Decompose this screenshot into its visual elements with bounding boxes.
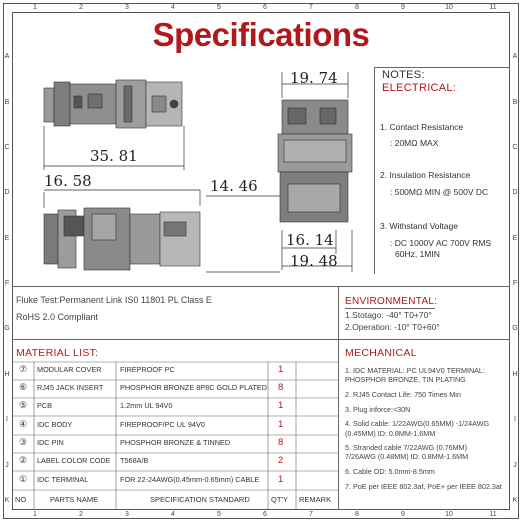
col-header-parts: PARTS NAME (50, 495, 99, 504)
row-number: ⑦ (18, 364, 28, 374)
ruler-letter: G (512, 325, 518, 332)
mechanical-line: 5. Stranded cable 7/22AWG (0.76MM) (345, 443, 467, 453)
dim-depth-top: 16. 58 (44, 172, 92, 190)
divider-vertical (338, 287, 339, 510)
quantity: 1 (278, 364, 284, 375)
ruler-number: 11 (489, 511, 497, 518)
ruler-letter: K (512, 497, 518, 504)
ruler-number: 2 (79, 511, 83, 518)
withstand-voltage-value: : DC 1000V AC 700V RMS (390, 238, 492, 248)
part-name: IDC PIN (37, 438, 64, 447)
quantity: 8 (278, 382, 284, 393)
ruler-letter: J (5, 462, 9, 469)
ruler-number: 10 (445, 511, 453, 518)
spec-standard: PHOSPHOR BRONZE 8P8C GOLD PLATED (120, 383, 268, 392)
mechanical-line: 1. IDC MATERIAL: PC UL94V0 TERMINAL: (345, 366, 485, 375)
compliance-text (16, 293, 212, 324)
ruler-number: 3 (125, 4, 129, 11)
spec-standard: T568A/B (120, 456, 149, 465)
spec-standard: FIREPROOF PC (120, 365, 175, 374)
ruler-letter: K (4, 497, 10, 504)
contact-resistance-heading: 1. Contact Resistance (380, 122, 464, 132)
mechanical-line: 4. Solid cable: 1/22AWG(0.65MM) -1/24AWG (345, 419, 490, 429)
mechanical-line: 6. Cable OD: 5.0mm-8.5mm (345, 467, 435, 477)
part-name: IDC TERMINAL (37, 475, 89, 484)
ruler-letter: B (4, 99, 10, 106)
ruler-number: 1 (33, 4, 37, 11)
ruler-number: 1 (33, 511, 37, 518)
spec-standard: 1.2mm UL 94V0 (120, 401, 173, 410)
row-number: ② (18, 455, 28, 465)
dim-length: 35. 81 (90, 147, 138, 165)
ruler-number: 4 (171, 511, 175, 518)
ruler-number: 9 (401, 511, 405, 518)
ruler-number: 5 (217, 511, 221, 518)
row-number: ④ (18, 419, 28, 429)
mechanical-line: 2. RJ45 Contact Life: 750 Times Min (345, 389, 461, 399)
ruler-letter: C (4, 144, 10, 151)
ruler-letter: F (4, 280, 10, 287)
mechanical-line: 3. Plug inforce:<30N (345, 404, 411, 414)
ruler-number: 11 (489, 4, 497, 11)
ruler-number: 10 (445, 4, 453, 11)
ruler-number: 9 (401, 4, 405, 11)
electrical-heading: ELECTRICAL: (382, 82, 457, 94)
environmental-underline (345, 308, 435, 309)
quantity: 2 (278, 455, 284, 466)
contact-resistance-value: : 20MΩ MAX (390, 138, 439, 148)
notes-title: NOTES: (382, 69, 425, 81)
ruler-letter: A (512, 53, 518, 60)
dim-width-bottom: 19. 48 (290, 252, 338, 270)
mechanical-line: PHOSPHOR BRONZE, TIN PLATING (345, 375, 466, 385)
ruler-letter: G (4, 325, 10, 332)
quantity: 1 (278, 474, 284, 485)
quantity: 8 (278, 437, 284, 448)
row-number: ⑥ (18, 382, 28, 392)
part-name: IDC BODY (37, 420, 73, 429)
dim-width-mid: 16. 14 (286, 231, 334, 249)
quantity: 1 (278, 419, 284, 430)
part-name: RJ45 JACK INSERT (37, 383, 104, 392)
ruler-letter: E (4, 235, 10, 242)
mechanical-heading: MECHANICAL (345, 347, 417, 359)
col-header-remark: REMARK (299, 495, 332, 504)
ruler-number: 3 (125, 511, 129, 518)
ruler-number: 6 (263, 4, 267, 11)
divider-lower (12, 339, 510, 340)
ruler-letter: D (4, 189, 10, 196)
withstand-voltage-heading: 3. Withstand Voltage (380, 221, 458, 231)
spec-standard: PHOSPHOR BRONZE & TINNED (120, 438, 231, 447)
divider-upper (12, 286, 510, 287)
quantity: 1 (278, 400, 284, 411)
ruler-number: 8 (355, 4, 359, 11)
part-name: LABEL COLOR CODE (37, 456, 111, 465)
storage-temp: 1.Stotago: -40° T0+70° (345, 310, 432, 320)
page-title: Specifications (152, 16, 370, 53)
ruler-number: 6 (263, 511, 267, 518)
ruler-number: 5 (217, 4, 221, 11)
insulation-resistance-value: : 500MΩ MIN @ 500V DC (390, 187, 489, 197)
ruler-number: 7 (309, 511, 313, 518)
ruler-number: 4 (171, 4, 175, 11)
col-header-qty: QT'Y (271, 495, 288, 504)
ruler-letter: B (512, 99, 518, 106)
part-name: MODULAR COVER (37, 365, 102, 374)
insulation-resistance-heading: 2. Insulation Resistance (380, 170, 471, 180)
ruler-letter: E (512, 235, 518, 242)
ruler-letter: J (513, 462, 517, 469)
rohs-line: RoHS 2.0 Compliant (16, 312, 99, 322)
operation-temp: 2.Operation: -10° T0+60° (345, 322, 440, 332)
ruler-number: 8 (355, 511, 359, 518)
mechanical-line: 7/26AWG (0.48MM) ID: 0.8MM-1.6MM (345, 452, 469, 462)
ruler-number: 2 (79, 4, 83, 11)
ruler-letter: C (512, 144, 518, 151)
dim-width-top: 19. 74 (290, 69, 338, 87)
row-number: ① (18, 474, 28, 484)
spec-standard: FOR 22-24AWG(0.45mm-0.65mm) CABLE (120, 475, 260, 484)
col-header-spec: SPECIFICATION STANDARD (150, 495, 250, 504)
ruler-letter: D (512, 189, 518, 196)
part-name: PCB (37, 401, 53, 410)
row-number: ⑤ (18, 400, 28, 410)
environmental-heading: ENVIRONMENTAL: (345, 296, 438, 307)
ruler-letter: I (514, 416, 516, 423)
row-number: ③ (18, 437, 28, 447)
fluke-test-line: Fluke Test:Permanent Link IS0 11801 PL Class E (16, 295, 212, 305)
ruler-letter: F (512, 280, 518, 287)
ruler-letter: I (6, 416, 8, 423)
withstand-voltage-freq: 60Hz, 1MIN (395, 249, 440, 259)
ruler-letter: A (4, 53, 10, 60)
mechanical-line: 7. PoE per IEEE 802.3af, PoE+ per IEEE 802.3at (345, 481, 502, 491)
ruler-letter: H (512, 371, 518, 378)
ruler-letter: H (4, 371, 10, 378)
dim-height: 14. 46 (210, 177, 258, 195)
spec-standard: FIREPROOF/PC UL 94V0 (120, 420, 205, 429)
mechanical-line: (0.45MM) ID: 0.8MM-1.6MM (345, 428, 436, 438)
ruler-number: 7 (309, 4, 313, 11)
col-header-no: NO (15, 495, 27, 504)
material-list-heading: MATERIAL LIST: (16, 347, 99, 359)
